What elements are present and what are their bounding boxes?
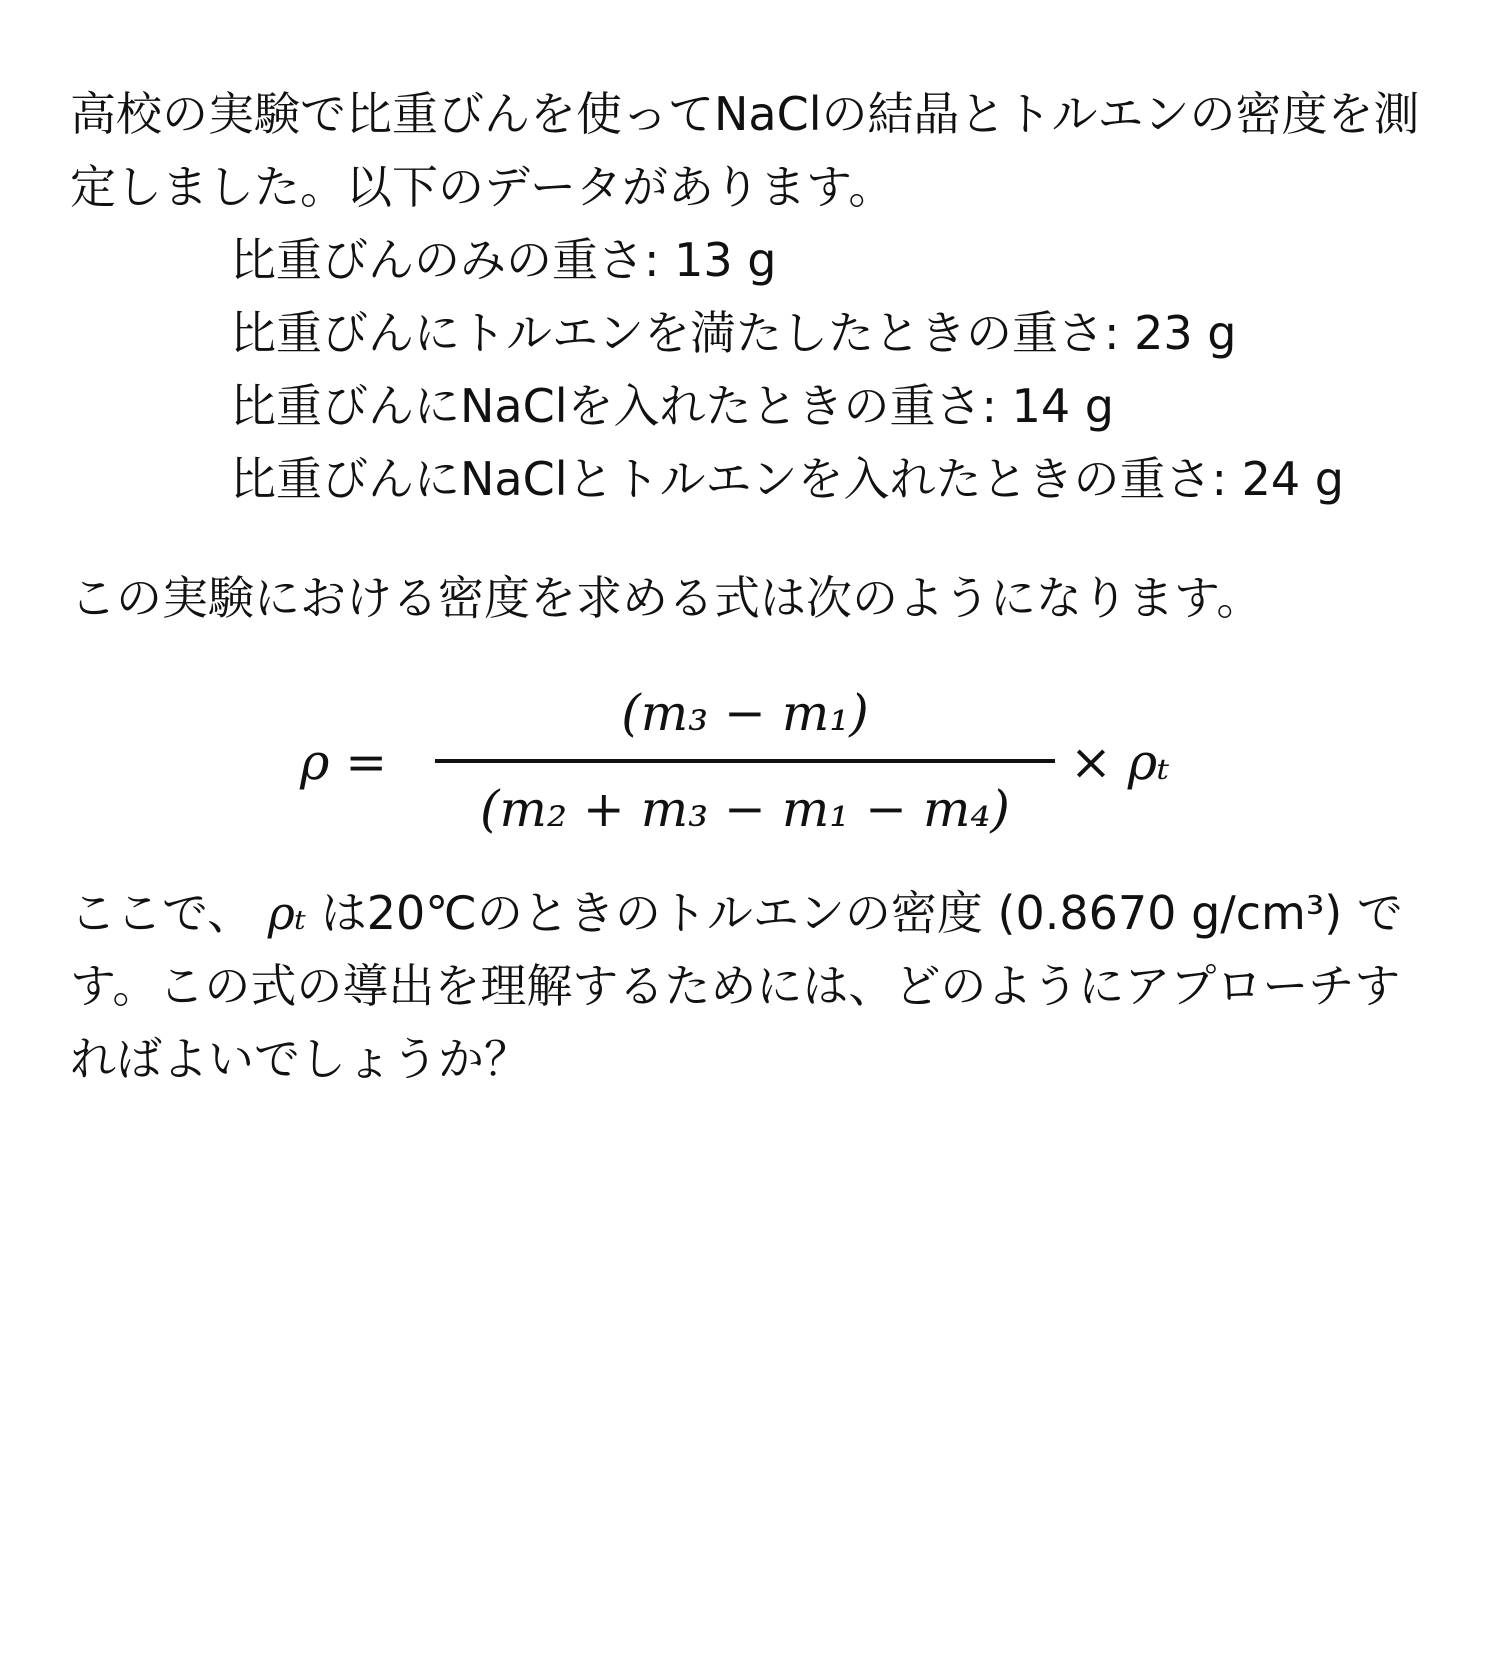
measurement-list	[70, 224, 1435, 516]
measurement-item: 比重びんにNaClとトルエンを入れたときの重さ: 24 g	[230, 452, 1344, 506]
toluene-density-symbol: ρₜ	[267, 886, 307, 940]
explanation-paragraph	[70, 877, 1435, 1096]
explanation-lead: ここで、	[70, 886, 254, 940]
formula-lhs: ρ =	[300, 733, 388, 791]
formula-intro: この実験における密度を求める式は次のようになります。	[70, 571, 1263, 625]
formula-denominator: (m₂ + m₃ − m₁ − m₄)	[480, 780, 1010, 838]
formula-numerator: (m₃ − m₁)	[621, 684, 869, 742]
density-formula	[70, 673, 1435, 853]
explanation-body: は20℃のときのトルエンの密度 (0.8670 g/cm³) です。この式の導出を理解するためには、どのようにアプローチすればよいでしょうか？	[70, 886, 1403, 1086]
fraction-bar	[435, 759, 1055, 763]
measurement-item: 比重びんにNaClを入れたときの重さ: 14 g	[230, 379, 1114, 433]
formula-fraction	[435, 673, 1055, 849]
measurement-item: 比重びんにトルエンを満たしたときの重さ: 23 g	[230, 306, 1237, 360]
formula-rhs: × ρₜ	[1070, 733, 1170, 791]
measurement-item: 比重びんのみの重さ: 13 g	[230, 233, 777, 287]
intro-paragraph: 高校の実験で比重びんを使ってNaClの結晶とトルエンの密度を測定しました。以下のデータがあります。	[70, 87, 1420, 214]
problem-document	[70, 78, 1435, 1096]
